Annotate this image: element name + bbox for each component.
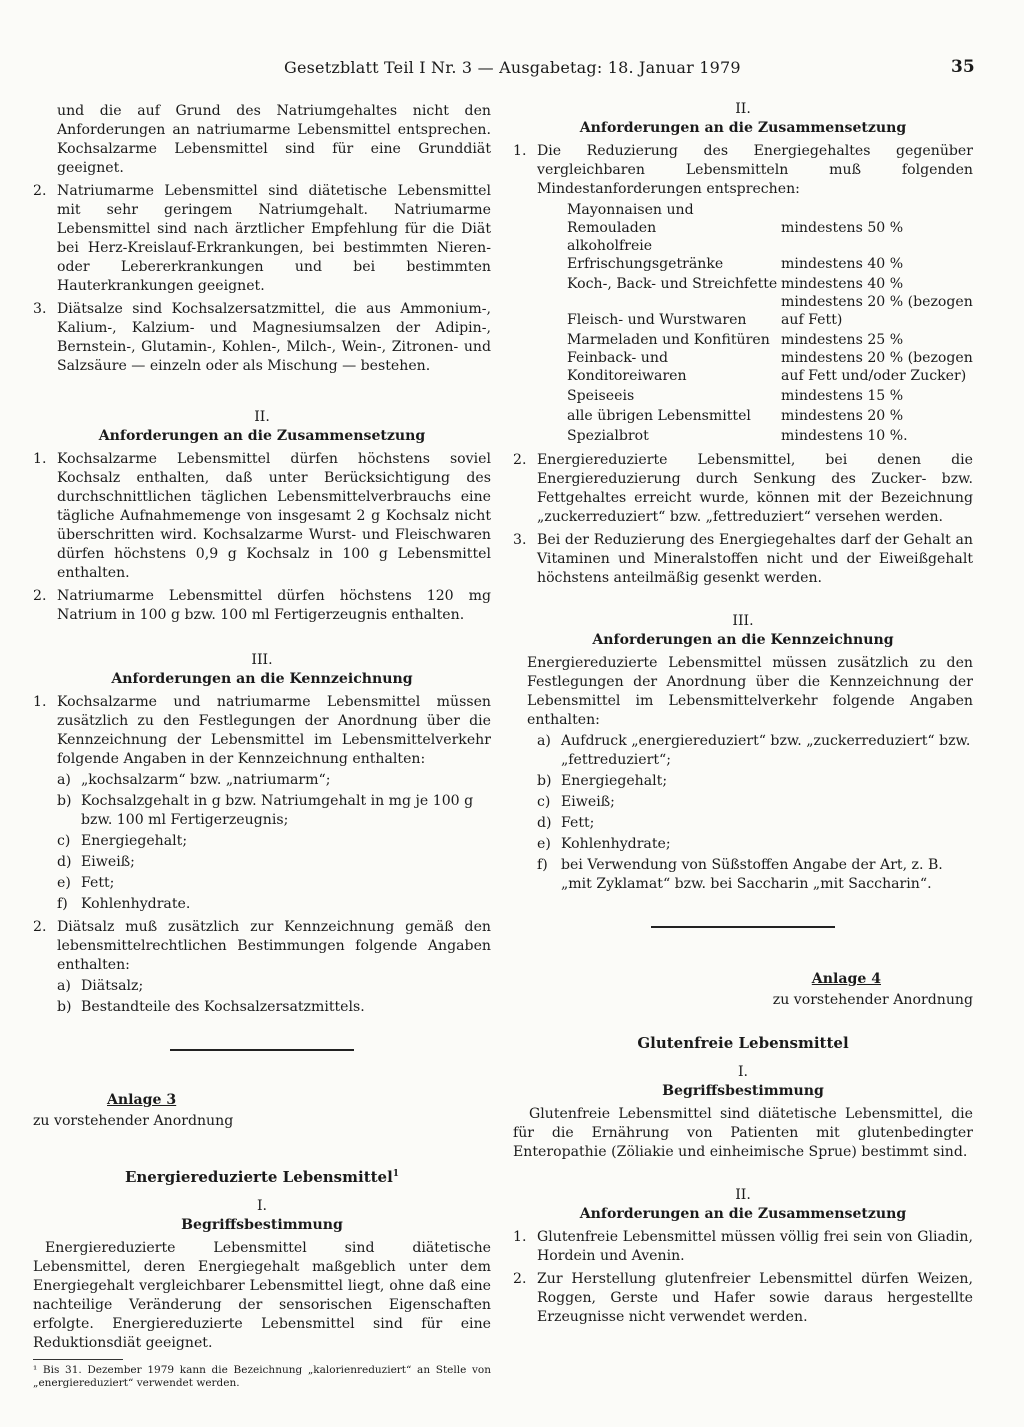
section-heading: Anforderungen an die Kennzeichnung bbox=[592, 632, 894, 648]
item-text: Zur Herstellung glutenfreier Lebensmittel dürfen Weizen, Roggen, Gerste und Hafer sowie daraus hergestellte Erzeugnisse nicht verwendet werden. bbox=[537, 1271, 973, 1325]
section-heading: Begriffsbestimmung bbox=[662, 1083, 824, 1099]
sub-item: f) Kohlenhydrate. bbox=[57, 896, 191, 912]
item-text: Natriumarme Lebensmittel sind diätetische Lebensmittel mit sehr geringem Natriumgehalt. Natriumarme Lebensmittel sind nach ärztlicher Empfehlung für die Diät bei Herz-Kreislauf-Erkrankungen, bei bestimmten Nieren- oder Lebererkrankungen und bei bestimmten Hauterkrankungen geeignet. bbox=[57, 183, 491, 294]
sub-item: a) Aufdruck „energiereduziert“ bzw. „zuckerreduziert“ bzw. „fettreduziert“; bbox=[537, 733, 971, 768]
anlage3-subtitle: zu vorstehender Anordnung bbox=[33, 1113, 234, 1129]
anlage3-label: Anlage 3 bbox=[107, 1092, 177, 1108]
document-title: Glutenfreie Lebensmittel bbox=[637, 1034, 849, 1052]
value-cell: mindestens 50 % bbox=[781, 220, 904, 236]
list-item: 2. Diätsalz muß zusätzlich zur Kennzeichnung gemäß den lebensmittelrechtlichen Bestimmungen folgende Angaben enthalten: bbox=[33, 919, 491, 973]
item-number: 2. bbox=[513, 452, 527, 468]
table-row bbox=[567, 329, 973, 349]
item-text: Bei der Reduzierung des Energiegehaltes darf der Gehalt an Vitaminen und Mineralstoffen nicht und der Eiweißgehalt höchstens anteilmäßig gesenkt werden. bbox=[537, 532, 973, 586]
product-cell: Feinback- und Konditoreiwaren bbox=[567, 350, 687, 384]
continuation-paragraph: und die auf Grund des Natriumgehaltes nicht den Anforderungen an natriumarme Lebensmittel entsprechen. Kochsalzarme Lebensmittel sind für eine Grunddiät geeignet. bbox=[57, 103, 491, 176]
sub-item: a) Diätsalz; bbox=[57, 978, 144, 994]
item-text: Diätsalze sind Kochsalzersatzmittel, die aus Ammonium-, Kalium-, Kalzium- und Magnesiumsalzen der Adipin-, Bernstein-, Glutamin-, Kohlen-, Milch-, Wein-, Zitronen- und Salzsäure — einzeln oder als Mischung — bestehen. bbox=[57, 301, 491, 374]
section-divider bbox=[651, 926, 835, 928]
list-item bbox=[513, 451, 973, 527]
footnote-rule bbox=[33, 1359, 123, 1360]
table-row bbox=[567, 425, 973, 445]
table-row bbox=[567, 405, 973, 425]
product-cell: Mayonnaisen und Remouladen bbox=[567, 202, 694, 236]
labeling-paragraph: Energiereduzierte Lebensmittel müssen zusätzlich zu den Festlegungen der Anordnung über die Kennzeichnung der Lebensmittel im Lebensmittelverkehr folgende Angaben enthalten: bbox=[527, 655, 973, 728]
sub-item: b) Kochsalzgehalt in g bzw. Natriumgehalt in mg je 100 g bzw. 100 ml Fertigerzeugnis; bbox=[57, 793, 474, 828]
running-header: Gesetzblatt Teil I Nr. 3 — Ausgabetag: 18. Januar 1979 bbox=[284, 58, 741, 77]
requirements-table bbox=[567, 201, 973, 445]
page-header bbox=[0, 58, 1024, 82]
page-number: 35 bbox=[951, 57, 975, 77]
value-cell: mindestens 10 %. bbox=[781, 428, 908, 444]
section-number: II. bbox=[735, 1187, 751, 1203]
list-item bbox=[33, 182, 491, 296]
section-number: II. bbox=[735, 101, 751, 117]
sub-item: b) Energiegehalt; bbox=[537, 773, 668, 789]
item-text: Glutenfreie Lebensmittel müssen völlig frei sein von Gliadin, Hordein und Avenin. bbox=[537, 1229, 973, 1264]
definition-paragraph: Glutenfreie Lebensmittel sind diätetische Lebensmittel, die für die Ernährung von Patienten mit glutenbedingter Enteropathie (Zöliakie und einheimische Sprue) bestimmt sind. bbox=[513, 1106, 973, 1160]
document-title: Energiereduzierte Lebensmittel$^1$ bbox=[124, 1168, 400, 1186]
list-item bbox=[513, 1270, 973, 1327]
item-text: Natriumarme Lebensmittel dürfen höchstens 120 mg Natrium in 100 g bzw. 100 ml Fertigerzeugnis enthalten. bbox=[57, 588, 491, 623]
product-cell: alle übrigen Lebensmittel bbox=[567, 408, 751, 424]
list-item bbox=[513, 531, 973, 588]
sub-item: e) Fett; bbox=[57, 875, 115, 891]
list-item: 1. Die Reduzierung des Energiegehaltes gegenüber vergleichbaren Lebensmitteln muß folgenden Mindestanforderungen entsprechen: bbox=[513, 143, 973, 197]
left-column bbox=[33, 102, 491, 1390]
definition-list bbox=[33, 182, 491, 376]
footnote: ¹ Bis 31. Dezember 1979 kann die Bezeichnung „kalorienreduziert“ an Stelle von „energiereduziert“ verwendet werden. bbox=[33, 1364, 491, 1389]
section-heading: Begriffsbestimmung bbox=[181, 1217, 343, 1233]
value-cell: mindestens 20 % bbox=[781, 408, 904, 424]
right-column bbox=[513, 100, 973, 1331]
product-cell: alkoholfreie Erfrischungsgetränke bbox=[567, 238, 724, 272]
sub-item: b) Bestandteile des Kochsalzersatzmittels. bbox=[57, 999, 365, 1015]
item-number: 1. bbox=[33, 451, 47, 467]
section-number: I. bbox=[737, 1064, 749, 1080]
table-row bbox=[567, 385, 973, 405]
item-text: Energiereduzierte Lebensmittel, bei denen die Energiereduzierung durch Senkung des Zucker- bzw. Fettgehaltes erreicht wurde, können mit der Bezeichnung „zuckerreduziert“ bzw. „fettreduziert“ versehen werden. bbox=[537, 452, 973, 525]
table-row bbox=[567, 293, 973, 329]
value-cell: mindestens 25 % bbox=[781, 332, 904, 348]
section-number: I. bbox=[256, 1198, 268, 1214]
table-row bbox=[567, 349, 973, 385]
item-text: Kochsalzarme Lebensmittel dürfen höchstens soviel Kochsalz enthalten, daß unter Berücksichtigung des durchschnittlichen täglichen Lebensmittelverbrauchs eine tägliche Aufnahmemenge von insgesamt 2 g Kochsalz nicht überschritten wird. Kochsalzarme Wurst- und Fleischwaren dürfen höchstens 0,9 g Kochsalz in 100 g Lebensmittel enthalten. bbox=[57, 451, 491, 581]
product-cell: Speiseeis bbox=[567, 388, 635, 404]
section-heading: Anforderungen an die Zusammensetzung bbox=[579, 1206, 907, 1222]
item-number: 3. bbox=[513, 532, 527, 548]
item-text: Diätsalz muß zusätzlich zur Kennzeichnung gemäß den lebensmittelrechtlichen Bestimmungen folgende Angaben enthalten: bbox=[57, 919, 491, 973]
section-heading: Anforderungen an die Zusammensetzung bbox=[579, 120, 907, 136]
sub-item: d) Eiweiß; bbox=[57, 854, 135, 870]
sub-item: c) Energiegehalt; bbox=[57, 833, 188, 849]
anlage4-subtitle: zu vorstehender Anordnung bbox=[772, 992, 973, 1008]
definition-paragraph: Energiereduzierte Lebensmittel sind diätetische Lebensmittel, deren Energiegehalt maßgeblich unter dem Energiegehalt vergleichbarer Lebensmittel liegt, ohne daß eine nachteilige Veränderung der sensorischen Eigenschaften erfolgte. Energiereduzierte Lebensmittel sind für eine Reduktionsdiät geeignet. bbox=[33, 1240, 491, 1351]
sub-item: f) bei Verwendung von Süßstoffen Angabe der Art, z. B. „mit Zyklamat“ bzw. bei Saccharin „mit Saccharin“. bbox=[537, 857, 943, 892]
item-text: Kochsalzarme und natriumarme Lebensmittel müssen zusätzlich zu den Festlegungen der Anordnung über die Kennzeichnung der Lebensmittel im Lebensmittelverkehr folgende Angaben in der Kennzeichnung enthalten: bbox=[57, 694, 491, 767]
value-cell: mindestens 15 % bbox=[781, 388, 904, 404]
table-row bbox=[567, 237, 973, 273]
list-item bbox=[513, 1228, 973, 1266]
list-item bbox=[33, 587, 491, 625]
section-heading: Anforderungen an die Zusammensetzung bbox=[98, 428, 426, 444]
sub-item: a) „kochsalzarm“ bzw. „natriumarm“; bbox=[57, 772, 331, 788]
list-item: 1. Kochsalzarme und natriumarme Lebensmittel müssen zusätzlich zu den Festlegungen der Anordnung über die Kennzeichnung der Lebensmittel im Lebensmittelverkehr folgende Angaben in der Kennzeichnung enthalten: bbox=[33, 694, 491, 767]
item-number: 2. bbox=[33, 588, 47, 604]
product-cell: Spezialbrot bbox=[567, 428, 649, 444]
value-cell: mindestens 40 % bbox=[781, 276, 904, 292]
section-number: III. bbox=[251, 652, 273, 668]
item-text: Die Reduzierung des Energiegehaltes gegenüber vergleichbaren Lebensmitteln muß folgenden Mindestanforderungen entsprechen: bbox=[537, 143, 973, 197]
footnote-marker: 1 bbox=[392, 1169, 400, 1179]
sub-item: e) Kohlenhydrate; bbox=[537, 836, 671, 852]
item-number: 2. bbox=[33, 183, 47, 199]
item-number: 1. bbox=[513, 1229, 527, 1245]
value-cell: mindestens 20 % (bezogen auf Fett und/oder Zucker) bbox=[781, 350, 973, 384]
item-number: 3. bbox=[33, 301, 47, 317]
section-divider bbox=[170, 1049, 354, 1051]
list-item bbox=[33, 450, 491, 583]
product-cell: Fleisch- und Wurstwaren bbox=[567, 312, 747, 328]
value-cell: mindestens 40 % bbox=[781, 256, 904, 272]
section-heading: Anforderungen an die Kennzeichnung bbox=[111, 671, 413, 687]
section-number: II. bbox=[254, 409, 270, 425]
list-item bbox=[33, 300, 491, 376]
table-row bbox=[567, 201, 973, 237]
product-cell: Marmeladen und Konfitüren bbox=[567, 332, 770, 348]
item-number: 2. bbox=[513, 1271, 527, 1287]
sub-item: d) Fett; bbox=[537, 815, 595, 831]
value-cell: mindestens 20 % (bezogen auf Fett) bbox=[781, 294, 973, 328]
anlage4-label: Anlage 4 bbox=[811, 971, 881, 987]
product-cell: Koch-, Back- und Streichfette bbox=[567, 276, 778, 292]
section-number: III. bbox=[732, 613, 754, 629]
sub-item: c) Eiweiß; bbox=[537, 794, 615, 810]
table-row bbox=[567, 273, 973, 293]
